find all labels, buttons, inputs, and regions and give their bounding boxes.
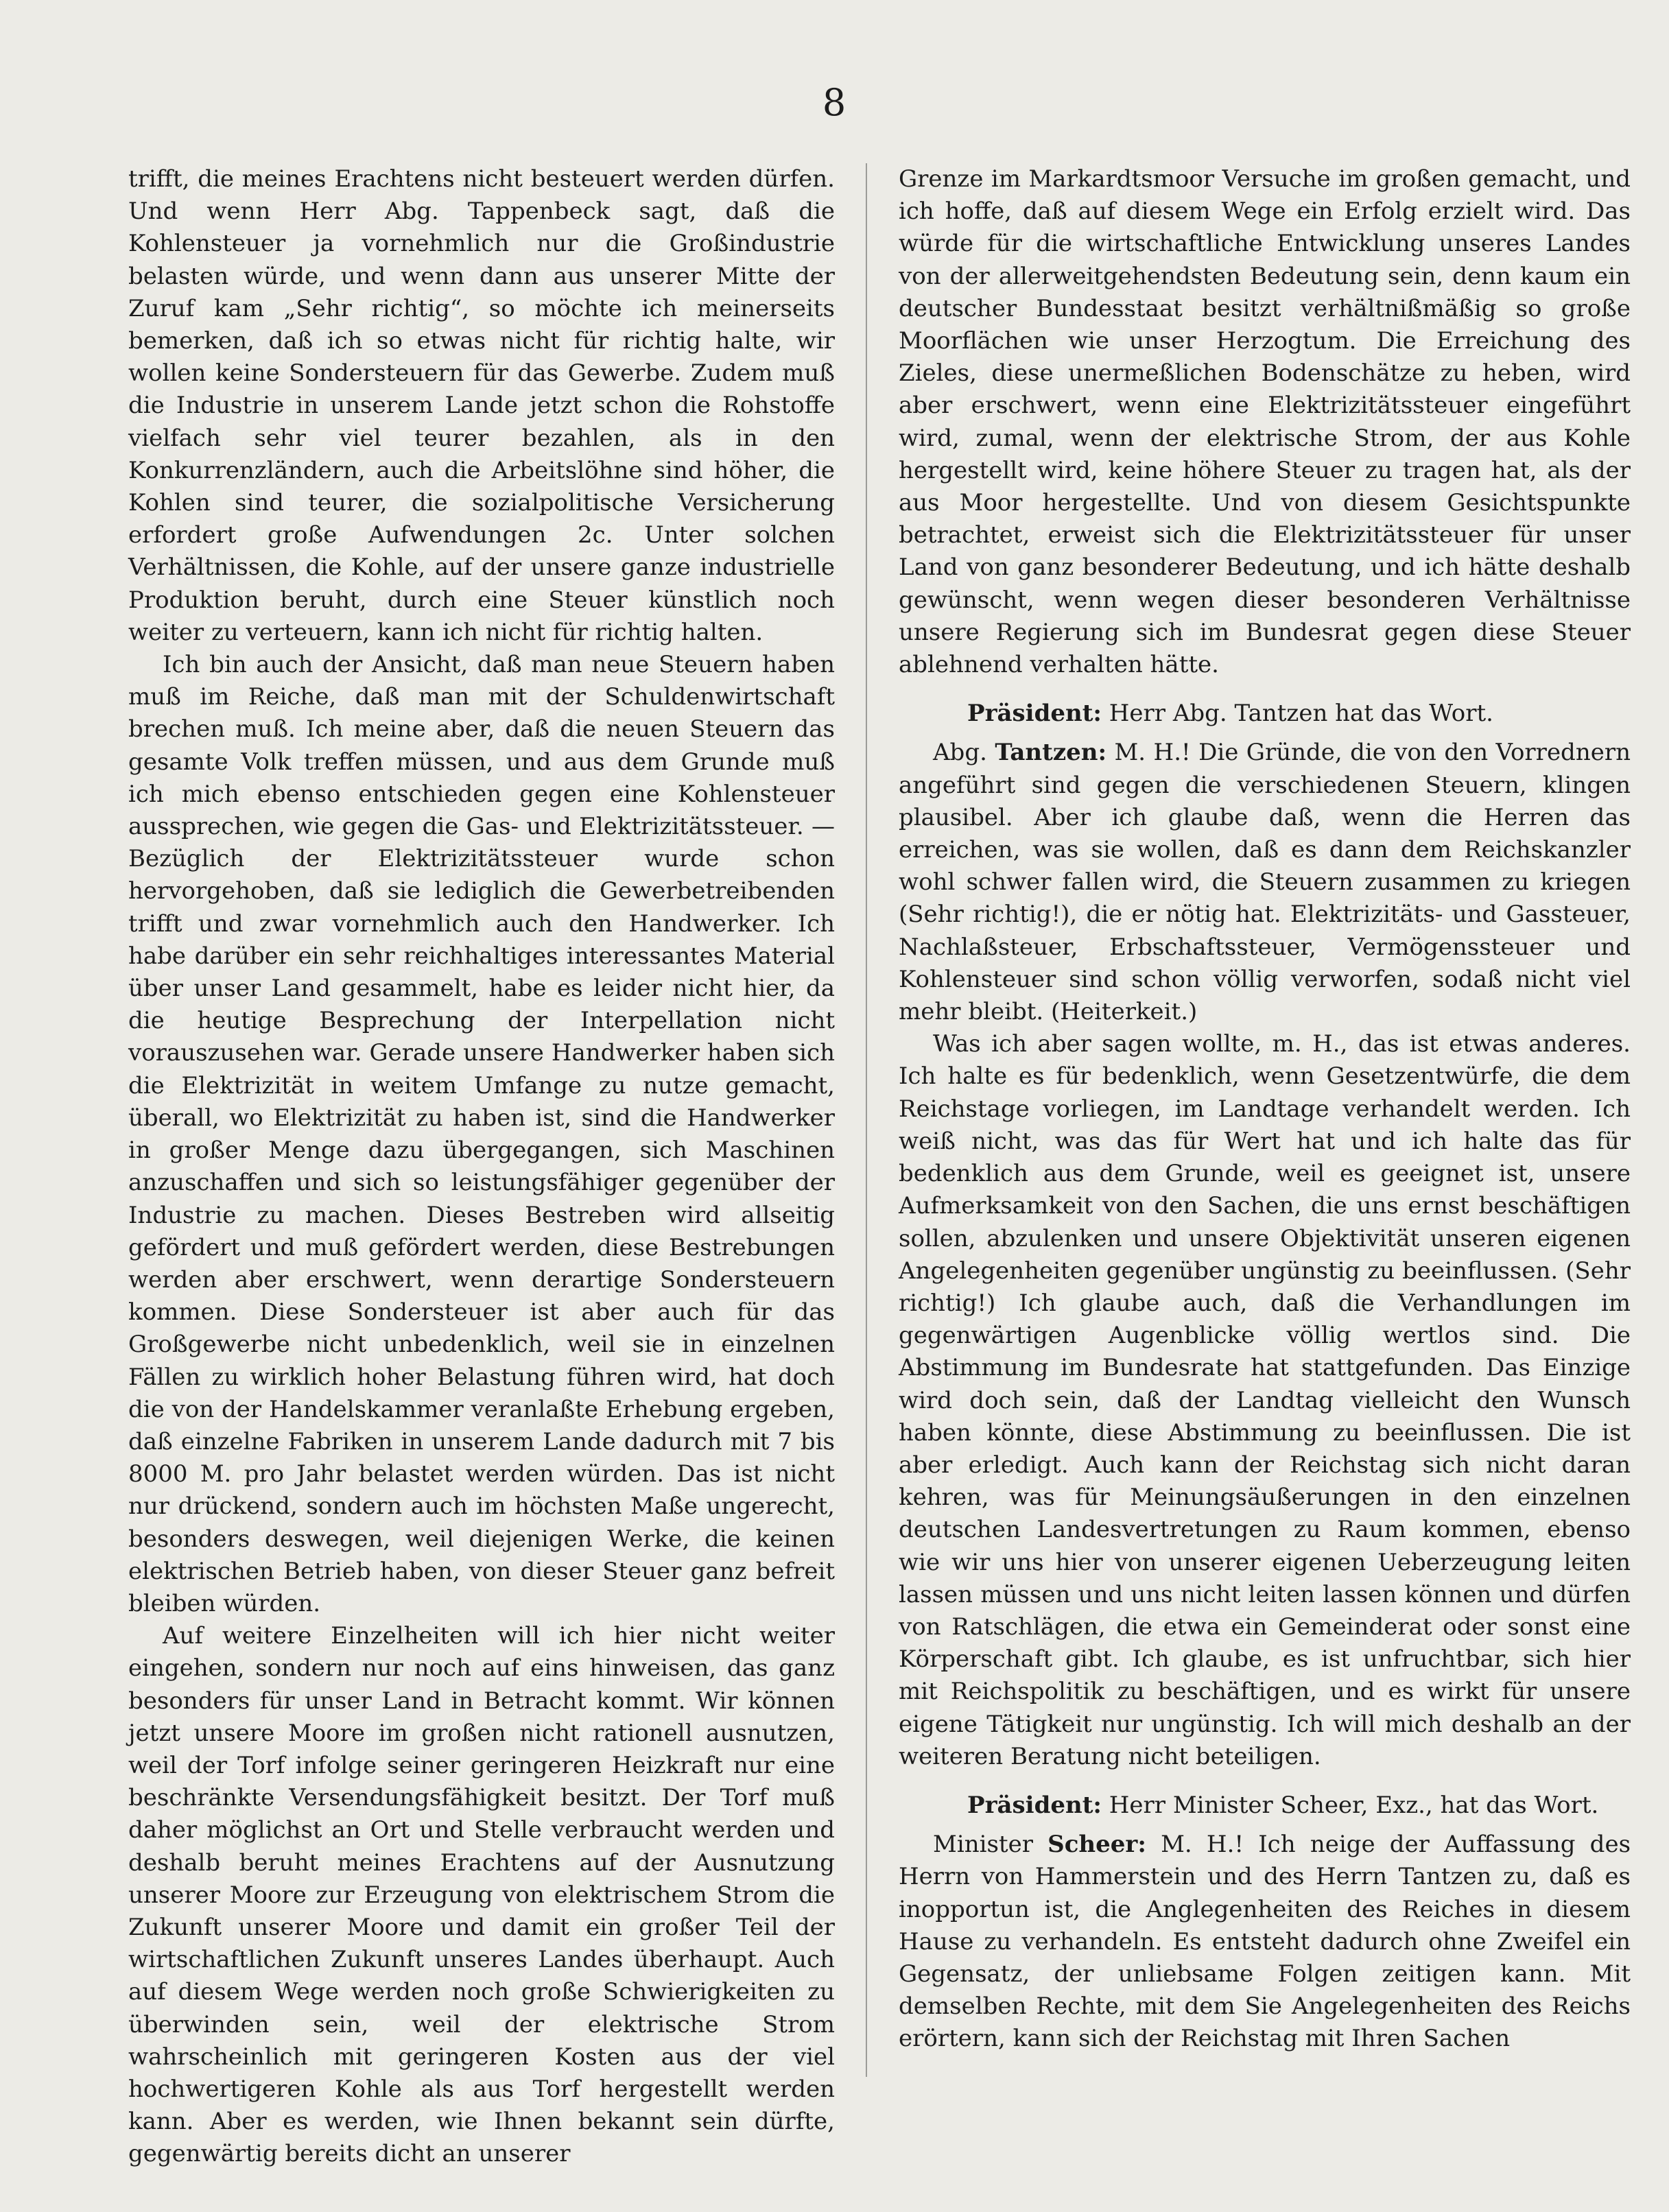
paragraph: Was ich aber sagen wollte, m. H., das ist etwas anderes. Ich halte es für bedenklich, wenn Gesetzentwürfe, die dem Reichstage vorliegen, im Landtage verhandelt werden. Ich weiß nicht, was das für Wert hat und ich halte das für bedenklich aus dem Grunde, weil es geeignet ist, unsere Aufmerksamkeit von den Sachen, die uns ernst beschäftigen sollen, abzulenken und unsere Objektivität unseren eigenen Angelegenheiten gegenüber ungünstig zu beeinflussen. (Sehr richtig!) Ich glaube auch, daß die Verhandlungen im gegenwärtigen Augenblicke völlig wertlos sind. Die Abstimmung im Bundesrate hat stattgefunden. Das Einzige wird doch sein, daß der Landtag vielleicht den Wunsch haben könnte, diese Abstimmung zu beeinflussen. Die ist aber erledigt. Auch kann der Reichstag sich nicht daran kehren, was für Meinungsäußerungen in den einzelnen deutschen Landesvertretungen zu Raum kommen, ebenso wie wir uns hier von unserer eigenen Ueberzeugung leiten lassen müssen und uns nicht leiten lassen können und dürfen von Ratschlägen, die etwa ein Gemeinderat oder sonst eine Körperschaft gibt. Ich glaube, es ist unfruchtbar, sich hier mit Reichspolitik zu beschäftigen, und es wirkt für unsere eigene Tätigkeit nur ungünstig. Ich will mich deshalb an der weiteren Beratung nicht beteiligen. [899, 1030, 1631, 1770]
speaker-label: Präsident: [967, 700, 1102, 728]
speech-paragraph [899, 1829, 1631, 2055]
president-statement: Herr Minister Scheer, Exz., hat das Wort. [1109, 1791, 1599, 1819]
president-line [899, 698, 1631, 730]
speech-text: M. H.! Die Gründe, die von den Vorrednern angeführt sind gegen die verschiedenen Steuern, klingen plausibel. Aber ich glaube daß, wenn die Herren das erreichen, was sie wollen, daß es dann dem Reichskanzler wohl schwer fallen wird, die Steuern zusammen zu kriegen (Sehr richtig!), die er nötig hat. Elektrizitäts- und Gassteuer, Nachlaßsteuer, Erbschaftssteuer, Vermögenssteuer und Kohlensteuer sind schon völlig verworfen, sodaß nicht viel mehr bleibt. (Heiterkeit.) [899, 739, 1631, 1026]
president-line [899, 1789, 1631, 1822]
speaker-prefix: Abg. [933, 739, 987, 767]
paragraph: Auf weitere Einzelheiten will ich hier nicht weiter eingehen, sondern nur noch auf eins hinweisen, das ganz besonders für unser Land in Betracht kommt. Wir können jetzt unsere Moore im großen nicht rationell ausnutzen, weil der Torf infolge seiner geringeren Heizkraft nur eine beschränkte Versendungsfähigkeit besitzt. Der Torf muß daher möglichst an Ort und Stelle verbraucht werden und deshalb beruht meines Erachtens auf der Ausnutzung unserer Moore zur Erzeugung von elektrischem Strom die Zukunft unserer Moore und damit ein großer Teil der wirtschaftlichen Zukunft unseres Landes überhaupt. Auch auf diesem Wege werden noch große Schwierigkeiten zu überwinden sein, weil der elektrische Strom wahrscheinlich mit geringeren Kosten aus der viel hochwertigeren Kohle als aus Torf hergestellt werden kann. Aber es werden, wie Ihnen bekannt sein dürfte, gegenwärtig bereits dicht an unserer [128, 1622, 835, 2168]
right-column [899, 163, 1631, 2056]
speaker-label: Präsident: [967, 1791, 1102, 1819]
president-statement: Herr Abg. Tantzen hat das Wort. [1109, 700, 1493, 728]
speaker-prefix: Minister [933, 1831, 1033, 1859]
paragraph: Ich bin auch der Ansicht, daß man neue Steuern haben muß im Reiche, daß man mit der Schuldenwirtschaft brechen muß. Ich meine aber, daß die neuen Steuern das gesamte Volk treffen müssen, und aus dem Grunde muß ich mich ebenso entschieden gegen eine Kohlensteuer aussprechen, wie gegen die Gas- und Elektrizitätssteuer. — Bezüglich der Elektrizitätssteuer wurde schon hervorgehoben, daß sie lediglich die Gewerbetreibenden trifft und zwar vornehmlich auch den Handwerker. Ich habe darüber ein sehr reichhaltiges interessantes Material über unser Land gesammelt, habe es leider nicht hier, da die heutige Besprechung der Interpellation nicht vorauszusehen war. Gerade unsere Handwerker haben sich die Elektrizität in weitem Umfange zu nutze gemacht, überall, wo Elektrizität zu haben ist, sind die Handwerker in großer Menge dazu übergegangen, sich Maschinen anzuschaffen und sich so leistungsfähiger gegenüber der Industrie zu machen. Dieses Bestreben wird allseitig gefördert und muß gefördert werden, diese Bestrebungen werden aber erschwert, wenn derartige Sondersteuern kommen. Diese Sondersteuer ist aber auch für das Großgewerbe nicht unbedenklich, weil sie in einzelnen Fällen zu wirklich hoher Belastung führen wird, hat doch die von der Handelskammer veranlaßte Erhebung ergeben, daß einzelne Fabriken in unserem Lande dadurch mit 7 bis 8000 M. pro Jahr belastet werden würden. Das ist nicht nur drückend, sondern auch im höchsten Maße ungerecht, besonders deswegen, weil diejenigen Werke, die keinen elektrischen Betrieb haben, von dieser Steuer ganz befreit bleiben würden. [128, 651, 835, 1617]
speech-text: M. H.! Ich neige der Auffassung des Herrn von Hammerstein und des Herrn Tantzen zu, daß es inopportun ist, die Anglegenheiten des Reiches in diesem Hause zu verhandeln. Es entsteht dadurch ohne Zweifel ein Gegensatz, der unliebsame Folgen zeitigen kann. Mit demselben Rechte, mit dem Sie Angelegenheiten des Reichs erörtern, kann sich der Reichstag mit Ihren Sachen [899, 1831, 1631, 2053]
speaker-name: Scheer: [1047, 1831, 1146, 1859]
paragraph: trifft, die meines Erachtens nicht besteuert werden dürfen. Und wenn Herr Abg. Tappenbeck sagt, daß die Kohlensteuer ja vornehmlich nur die Großindustrie belasten würde, und wenn dann aus unserer Mitte der Zuruf kam „Sehr richtig“, so möchte ich meinerseits bemerken, daß ich so etwas nicht für richtig halte, wir wollen keine Sondersteuern für das Gewerbe. Zudem muß die Industrie in unserem Lande jetzt schon die Rohstoffe vielfach sehr viel teurer bezahlen, als in den Konkurrenzländern, auch die Arbeitslöhne sind höher, die Kohlen sind teurer, die sozialpolitische Versicherung erfordert große Aufwendungen 2c. Unter solchen Verhältnissen, die Kohle, auf der unsere ganze industrielle Produktion beruht, durch eine Steuer künstlich noch weiter zu verteuern, kann ich nicht für richtig halten. [128, 165, 835, 646]
paragraph: Grenze im Markardtsmoor Versuche im großen gemacht, und ich hoffe, daß auf diesem Wege ein Erfolg erzielt wird. Das würde für die wirtschaftliche Entwicklung unseres Landes von der allerweitgehendsten Bedeutung sein, denn kaum ein deutscher Bundesstaat besitzt verhältnißmäßig so große Moorflächen wie unser Herzogtum. Die Erreichung des Zieles, diese unermeßlichen Bodenschätze zu heben, wird aber erschwert, wenn eine Elektrizitätssteuer eingeführt wird, zumal, wenn der elektrische Strom, der aus Kohle hergestellt wird, keine höhere Steuer zu tragen hat, als der aus Moor hergestellte. Und von diesem Gesichtspunkte betrachtet, erweist sich die Elektrizitätssteuer für unser Land von ganz besonderer Bedeutung, und ich hätte deshalb gewünscht, wenn wegen dieser besonderen Verhältnisse unsere Regierung sich im Bundesrat gegen diese Steuer ablehnend verhalten hätte. [899, 165, 1631, 679]
column-divider [866, 163, 867, 2077]
page-number: 8 [822, 81, 847, 124]
speaker-name: Tantzen: [995, 739, 1107, 767]
speech-paragraph [899, 737, 1631, 1028]
left-column [128, 163, 835, 2171]
